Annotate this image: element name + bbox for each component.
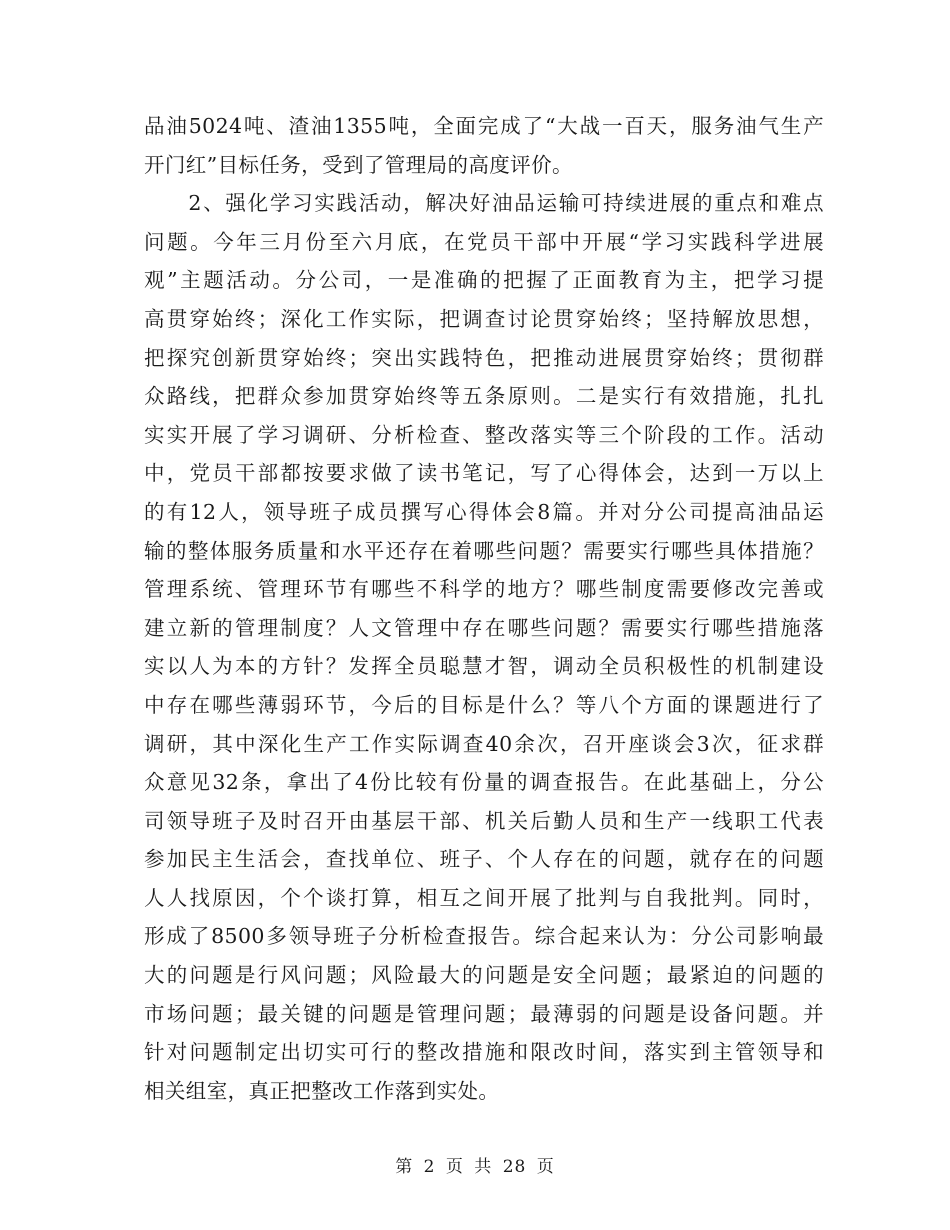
text-line: 的有12人，领导班子成员撰写心得体会8篇。并对分公司提高油品运 [144, 499, 824, 524]
text-line: 针对问题制定出切实可行的整改措施和限改时间，落实到主管领导和 [144, 1040, 824, 1065]
text-line: 高贯穿始终；深化工作实际，把调查讨论贯穿始终；坚持解放思想， [144, 306, 824, 331]
text-line: 众意见32条，拿出了4份比较有份量的调查报告。在此基础上，分公 [144, 770, 824, 795]
text-line: 中，党员干部都按要求做了读书笔记，写了心得体会，达到一万以上 [144, 461, 824, 486]
text-line: 把探究创新贯穿始终；突出实践特色，把推动进展贯穿始终；贯彻群 [144, 345, 824, 370]
text-line: 实实开展了学习调研、分析检查、整改落实等三个阶段的工作。活动 [144, 422, 824, 447]
text-line: 建立新的管理制度？人文管理中存在哪些问题？需要实行哪些措施落 [144, 615, 824, 640]
text-line: 相关组室，真正把整改工作落到实处。 [144, 1078, 500, 1103]
text-line: 实以人为本的方针？发挥全员聪慧才智，调动全员积极性的机制建设 [144, 654, 824, 679]
body-text [144, 107, 824, 1110]
text-line: 大的问题是行风问题；风险最大的问题是安全问题；最紧迫的问题的 [144, 963, 824, 988]
text-line: 品油5024吨、渣油1355吨，全面完成了“大战一百天，服务油气生产 [144, 114, 824, 138]
text-line: 调研，其中深化生产工作实际调查40余次，召开座谈会3次，征求群 [144, 731, 824, 756]
text-line: 2、强化学习实践活动，解决好油品运输可持续进展的重点和难点 [144, 191, 824, 216]
text-line: 管理系统、管理环节有哪些不科学的地方？哪些制度需要修改完善或 [144, 577, 824, 602]
text-line: 输的整体服务质量和水平还存在着哪些问题？需要实行哪些具体措施？ [144, 538, 824, 563]
text-line: 形成了8500多领导班子分析检查报告。综合起来认为：分公司影响最 [144, 924, 824, 949]
page-footer: 第 2 页 共 28 页 [395, 1157, 555, 1177]
text-line: 中存在哪些薄弱环节，今后的目标是什么？等八个方面的课题进行了 [144, 692, 824, 717]
text-line: 问题。今年三月份至六月底，在党员干部中开展“学习实践科学进展 [144, 229, 824, 254]
text-line: 参加民主生活会，查找单位、班子、个人存在的问题，就存在的问题 [144, 847, 824, 872]
text-line: 观”主题活动。分公司，一是准确的把握了正面教育为主，把学习提 [144, 268, 824, 293]
text-line: 开门红”目标任务，受到了管理局的高度评价。 [144, 152, 573, 177]
text-line: 人人找原因，个个谈打算，相互之间开展了批判与自我批判。同时， [144, 885, 824, 910]
text-line: 司领导班子及时召开由基层干部、机关后勤人员和生产一线职工代表 [144, 808, 824, 833]
text-line: 市场问题；最关键的问题是管理问题；最薄弱的问题是设备问题。并 [144, 1001, 824, 1026]
text-line: 众路线，把群众参加贯穿始终等五条原则。二是实行有效措施，扎扎 [144, 384, 824, 409]
